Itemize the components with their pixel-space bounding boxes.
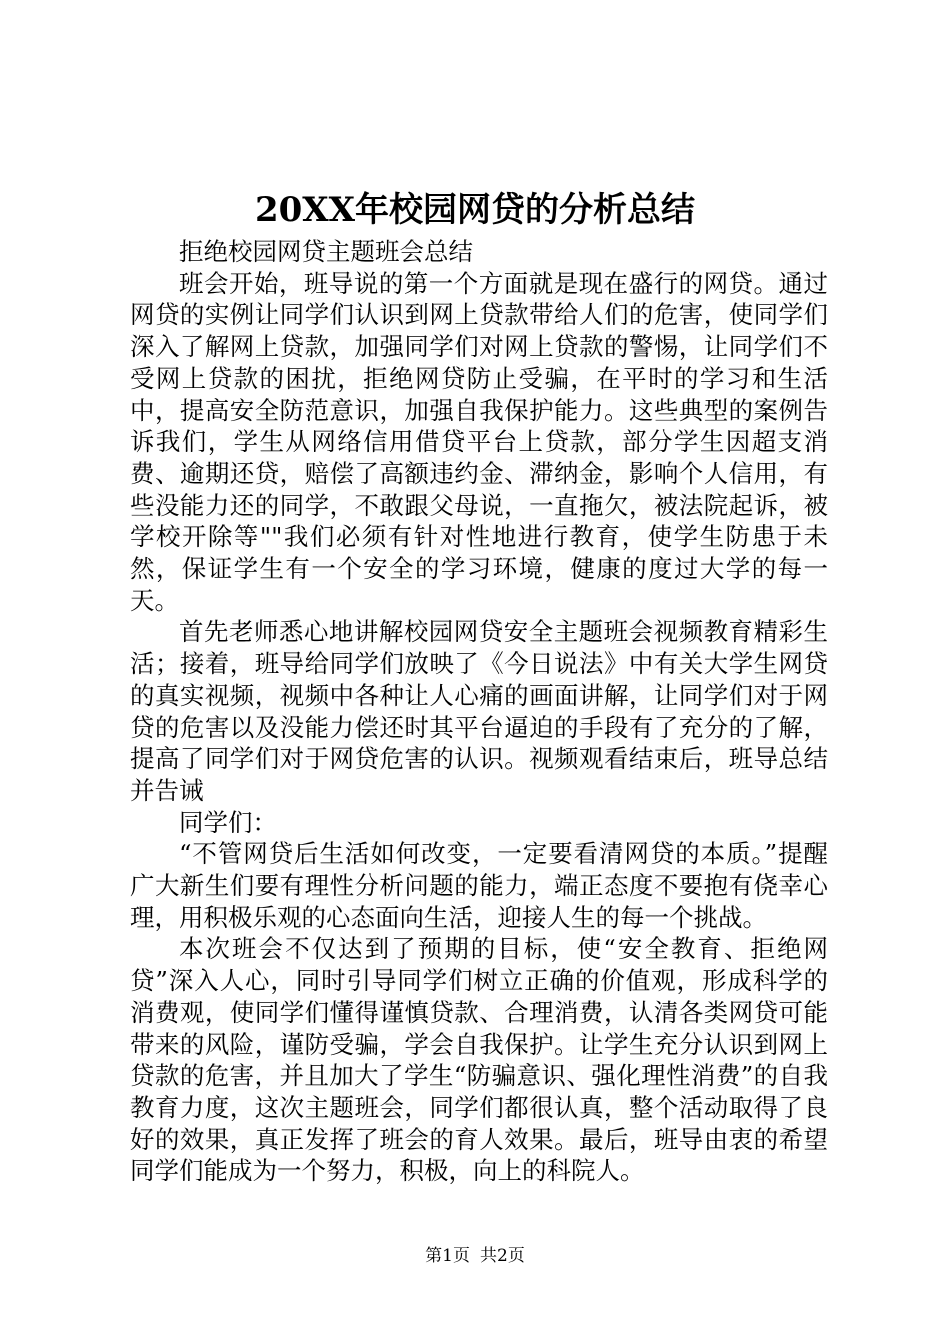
page-number-current: 第1页	[425, 1246, 470, 1266]
document-body	[130, 236, 828, 1187]
paragraph-1: 班会开始，班导说的第一个方面就是现在盛行的网贷。通过网贷的实例让同学们认识到网上贷款带给人们的危害，使同学们深入了解网上贷款，加强同学们对网上贷款的警惕，让同学们不受网上贷款的困扰，拒绝网贷防止受骗，在平时的学习和生活中，提高安全防范意识，加强自我保护能力。这些典型的案例告诉我们，学生从网络信用借贷平台上贷款，部分学生因超支消费、逾期还贷，赔偿了高额违约金、滞纳金，影响个人信用，有些没能力还的同学，不敢跟父母说，一直拖欠，被法院起诉，被学校开除等""我们必须有针对性地进行教育，使学生防患于未然，保证学生有一个安全的学习环境，健康的度过大学的每一天。	[130, 268, 828, 615]
page-footer	[0, 1244, 950, 1268]
paragraph-subtitle: 拒绝校园网贷主题班会总结	[179, 237, 473, 266]
paragraph-2: 首先老师悉心地讲解校园网贷安全主题班会视频教育精彩生活；接着，班导给同学们放映了《今日说法》中有关大学生网贷的真实视频，视频中各种让人心痛的画面讲解，让同学们对于网贷的危害以及没能力偿还时其平台逼迫的手段有了充分的了解，提高了同学们对于网贷危害的认识。视频观看结束后，班导总结并告诫	[130, 617, 828, 805]
paragraph-4: “不管网贷后生活如何改变，一定要看清网贷的本质。”提醒广大新生们要有理性分析问题的能力，端正态度不要抱有侥幸心理，用积极乐观的心态面向生活，迎接人生的每一个挑战。	[130, 839, 828, 932]
page-number-total: 共2页	[480, 1246, 525, 1266]
document-title: 20XX年校园网贷的分析总结	[254, 190, 696, 230]
paragraph-5: 本次班会不仅达到了预期的目标，使“安全教育、拒绝网贷”深入人心，同时引导同学们树立正确的价值观，形成科学的消费观，使同学们懂得谨慎贷款、合理消费，认清各类网贷可能带来的风险，谨防受骗，学会自我保护。让学生充分认识到网上贷款的危害，并且加大了学生“防骗意识、强化理性消费”的自我教育力度，这次主题班会，同学们都很认真，整个活动取得了良好的效果，真正发挥了班会的育人效果。最后，班导由衷的希望同学们能成为一个努力，积极，向上的科院人。	[130, 934, 828, 1186]
paragraph-3: 同学们：	[179, 807, 277, 837]
